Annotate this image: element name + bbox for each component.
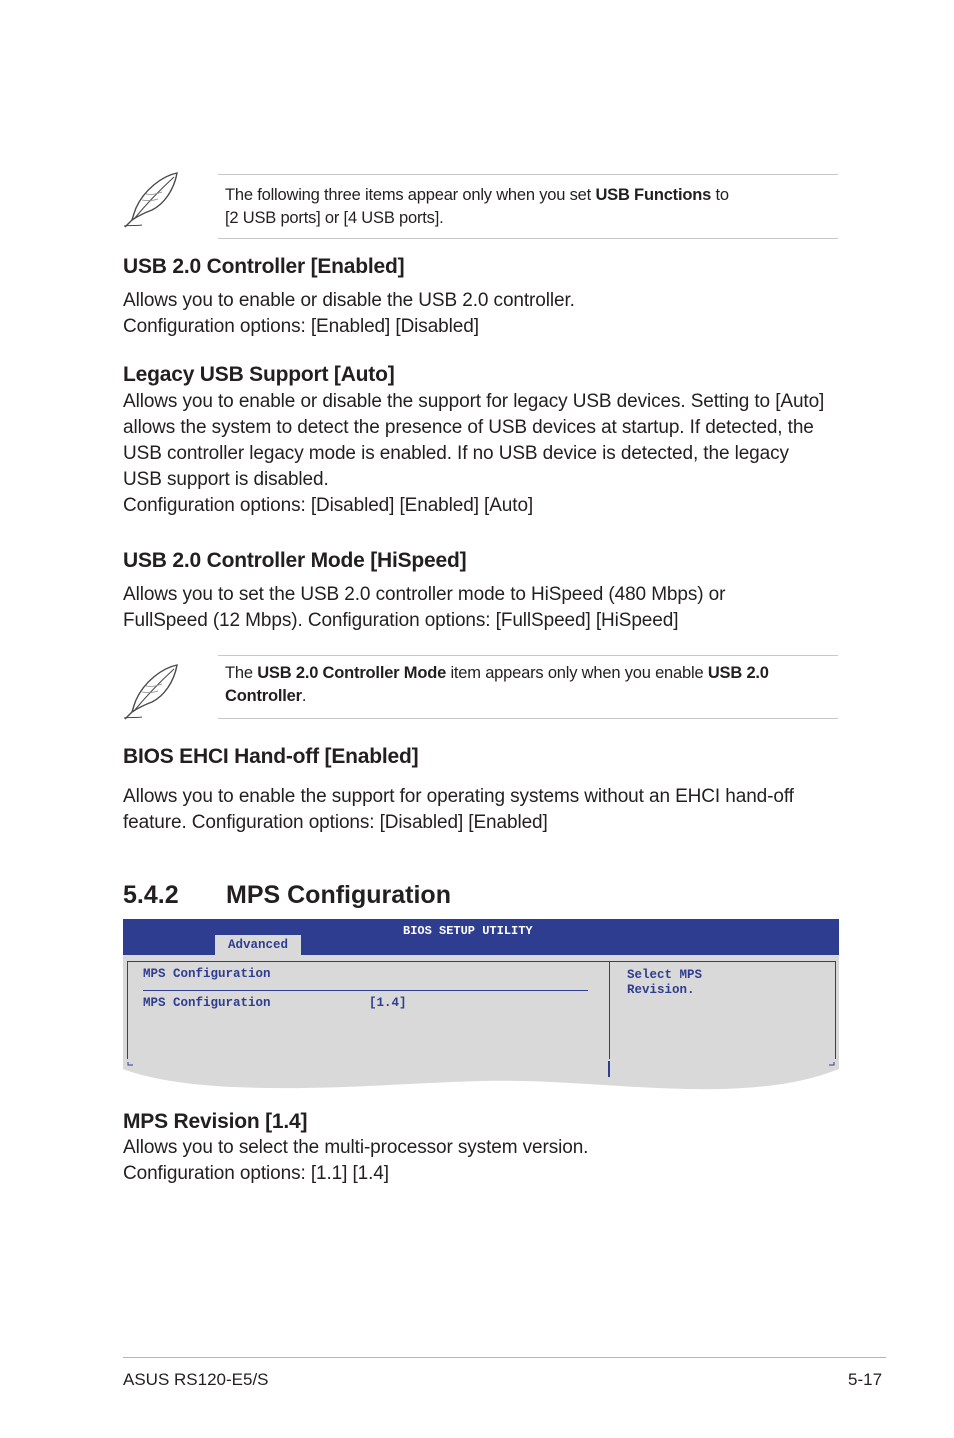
bios-panel-divider <box>143 990 588 991</box>
bios-ehci-description <box>123 784 794 836</box>
footer-product-name: ASUS RS120-E5/S <box>123 1370 269 1389</box>
bios-screen <box>123 919 839 1091</box>
paragraph-line: Configuration options: [Enabled] [Disabled] <box>123 316 479 337</box>
bios-help-line: Select MPS <box>627 968 703 982</box>
bios-help-line: Revision. <box>627 983 695 997</box>
heading-usb20-controller-mode: USB 2.0 Controller Mode [HiSpeed] <box>123 549 467 572</box>
note-text: item appears only when you enable <box>446 664 708 682</box>
note-box-usb-functions <box>218 174 838 239</box>
paragraph-line: Allows you to enable or disable the support for legacy USB devices. Setting to [Auto] <box>123 391 825 412</box>
note-text: The <box>225 664 258 682</box>
note-text: The following three items appear only when you set <box>225 186 596 204</box>
note-bold-usb-functions: USB Functions <box>595 186 712 204</box>
paragraph-line: Configuration options: [Disabled] [Enabled] [Auto] <box>123 495 534 516</box>
bios-item-mps-configuration[interactable]: MPS Configuration <box>143 996 271 1010</box>
heading-usb20-controller: USB 2.0 Controller [Enabled] <box>123 255 405 278</box>
usb20-controller-description <box>123 288 575 340</box>
heading-bios-ehci-handoff: BIOS EHCI Hand-off [Enabled] <box>123 745 419 768</box>
feather-pen-icon <box>122 662 182 722</box>
feather-pen-icon <box>122 170 182 230</box>
paragraph-line: Configuration options: [1.1] [1.4] <box>123 1163 389 1184</box>
footer-page-number: 5-17 <box>848 1370 883 1389</box>
bios-panel-title: MPS Configuration <box>143 967 271 981</box>
bios-utility-title: BIOS SETUP UTILITY <box>403 924 533 938</box>
tab-advanced[interactable]: Advanced <box>215 935 301 955</box>
paragraph-line: feature. Configuration options: [Disabled] [Enabled] <box>123 812 548 833</box>
note-bold: USB 2.0 <box>707 664 769 682</box>
paragraph-line: Allows you to enable or disable the USB 2.0 controller. <box>123 290 575 311</box>
paragraph-line: allows the system to detect the presence of USB devices at startup. If detected, the <box>123 417 814 438</box>
paragraph-line: Allows you to enable the support for operating systems without an EHCI hand-off <box>123 786 794 807</box>
footer-divider <box>123 1357 886 1358</box>
note-text: to <box>711 186 729 204</box>
heading-legacy-usb-support: Legacy USB Support [Auto] <box>123 363 395 386</box>
mps-revision-description <box>123 1135 588 1187</box>
heading-mps-revision: MPS Revision [1.4] <box>123 1110 308 1133</box>
note-bold: USB 2.0 Controller Mode <box>257 664 447 682</box>
bios-torn-edge <box>123 1059 839 1091</box>
section-title: MPS Configuration <box>226 881 451 909</box>
paragraph-line: FullSpeed (12 Mbps). Configuration options: [FullSpeed] [HiSpeed] <box>123 610 679 631</box>
note-text: . <box>301 687 307 705</box>
paragraph-line: Allows you to set the USB 2.0 controller mode to HiSpeed (480 Mbps) or <box>123 584 726 605</box>
paragraph-line: USB support is disabled. <box>123 469 329 490</box>
bios-help-text <box>627 968 702 998</box>
note-bold: Controller <box>225 687 302 705</box>
bios-item-value[interactable]: [1.4] <box>369 996 407 1010</box>
section-number: 5.4.2 <box>123 881 179 909</box>
paragraph-line: USB controller legacy mode is enabled. If no USB device is detected, the legacy <box>123 443 789 464</box>
note-box-usb20-controller-mode <box>218 655 838 719</box>
usb20-mode-description <box>123 582 725 634</box>
legacy-usb-description <box>123 389 824 519</box>
note-text: [2 USB ports] or [4 USB ports]. <box>225 209 444 227</box>
paragraph-line: Allows you to select the multi-processor system version. <box>123 1137 589 1158</box>
